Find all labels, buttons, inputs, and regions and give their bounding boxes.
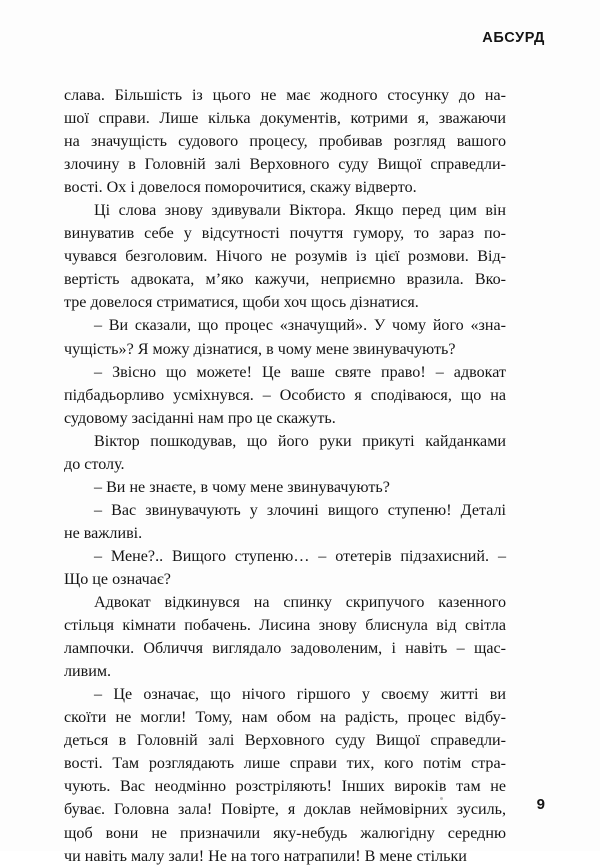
text-line: ливим. [64,663,112,681]
text-line: чи навіть малу зали! Не на того натрапили! В мене стільки [64,847,467,865]
text-line: стільця кімнати побачень. Лисина знову блиснула від світла [64,617,506,635]
text-line: лампочки. Обличчя виглядало задоволеним, і навіть – щас- [64,640,506,658]
paragraph [64,314,506,360]
text-line: чують. Вас неодмінно розстріляють! Інших вироків там не [64,778,506,796]
text-line: вості. Ох і довелося поморочитися, скажу відверто. [64,179,417,197]
text-line: слава. Більшість із цього не має жодного стосунку до на- [64,87,506,104]
page-number: 9 [536,796,545,813]
text-line: буває. Головна зала! Повірте, я доклав неймовірних зусиль, [64,801,506,819]
text-line: судовому засіданні нам про це скажуть. [64,409,336,427]
text-line: – Ви не знаєте, в чому мене звинувачують? [94,478,390,496]
text-line: до столу. [64,455,125,473]
text-line: шої справи. Лише кілька документів, котрими я, зважаючи [64,110,506,128]
text-line: чувався безголовим. Нічого не розумів із цієї розмови. Від- [64,248,506,266]
text-line: чущість»? Я можу дізнатися, в чому мене звинувачують? [64,340,456,358]
scan-artifact-speck [440,797,443,800]
text-line: підбадьорливо усміхнувся. – Особисто я сподіваюся, що на [64,386,506,404]
text-line: не важливі. [64,524,143,542]
text-line: Ці слова знову здивували Віктора. Якщо перед цим він [94,202,506,220]
paragraph [64,84,506,199]
running-head: АБСУРД [482,30,545,46]
body-text [64,84,506,868]
text-line: злочину в Головній залі Верховного суду Вищої справедли- [64,156,506,174]
paragraph [64,361,506,430]
paragraph [64,476,506,499]
text-line: Адвокат відкинувся на спинку скрипучого казенного [94,594,506,612]
paragraph [64,499,506,545]
text-line: на значущість судового процесу, пробивав розгляд вашого [64,133,506,151]
paragraph [64,591,506,683]
text-line: – Ви сказали, що процес «значущий». У чому його «зна- [94,317,506,335]
text-line: деться в Головній залі Верховного суду Вищої справедли- [64,732,506,750]
text-line: – Мене?.. Вищого ступеню… – отетерів підзахисний. – [94,547,506,565]
paragraph [64,430,506,476]
text-line: – Це означає, що нічого гіршого у своєму житті ви [94,686,506,704]
text-line: – Вас звинувачують у злочині вищого ступеню! Деталі [94,501,506,519]
paragraph [64,683,506,867]
paragraph [64,199,506,314]
paragraph [64,545,506,591]
text-line: тре довелося стриматися, щоби хоч щось дізнатися. [64,294,419,312]
text-line: – Звісно що можете! Це ваше святе право! – адвокат [94,363,506,381]
text-line: скоїти не могли! Тому, нам обом на радість, процес відбу- [64,709,506,727]
text-line: винуватив себе у відсутності почуття гумору, то зараз по- [64,225,506,243]
text-line: Що це означає? [64,570,171,588]
text-line: щоб вони не призначили яку-небудь жалюгідну середню [64,824,506,842]
text-line: вертість адвоката, м’яко кажучи, неприємно вразила. Вко- [64,271,506,289]
text-line: Віктор пошкодував, що його руки прикуті кайданками [94,432,506,450]
text-line: вості. Там розглядають лише справи тих, кого потім стра- [64,755,506,773]
